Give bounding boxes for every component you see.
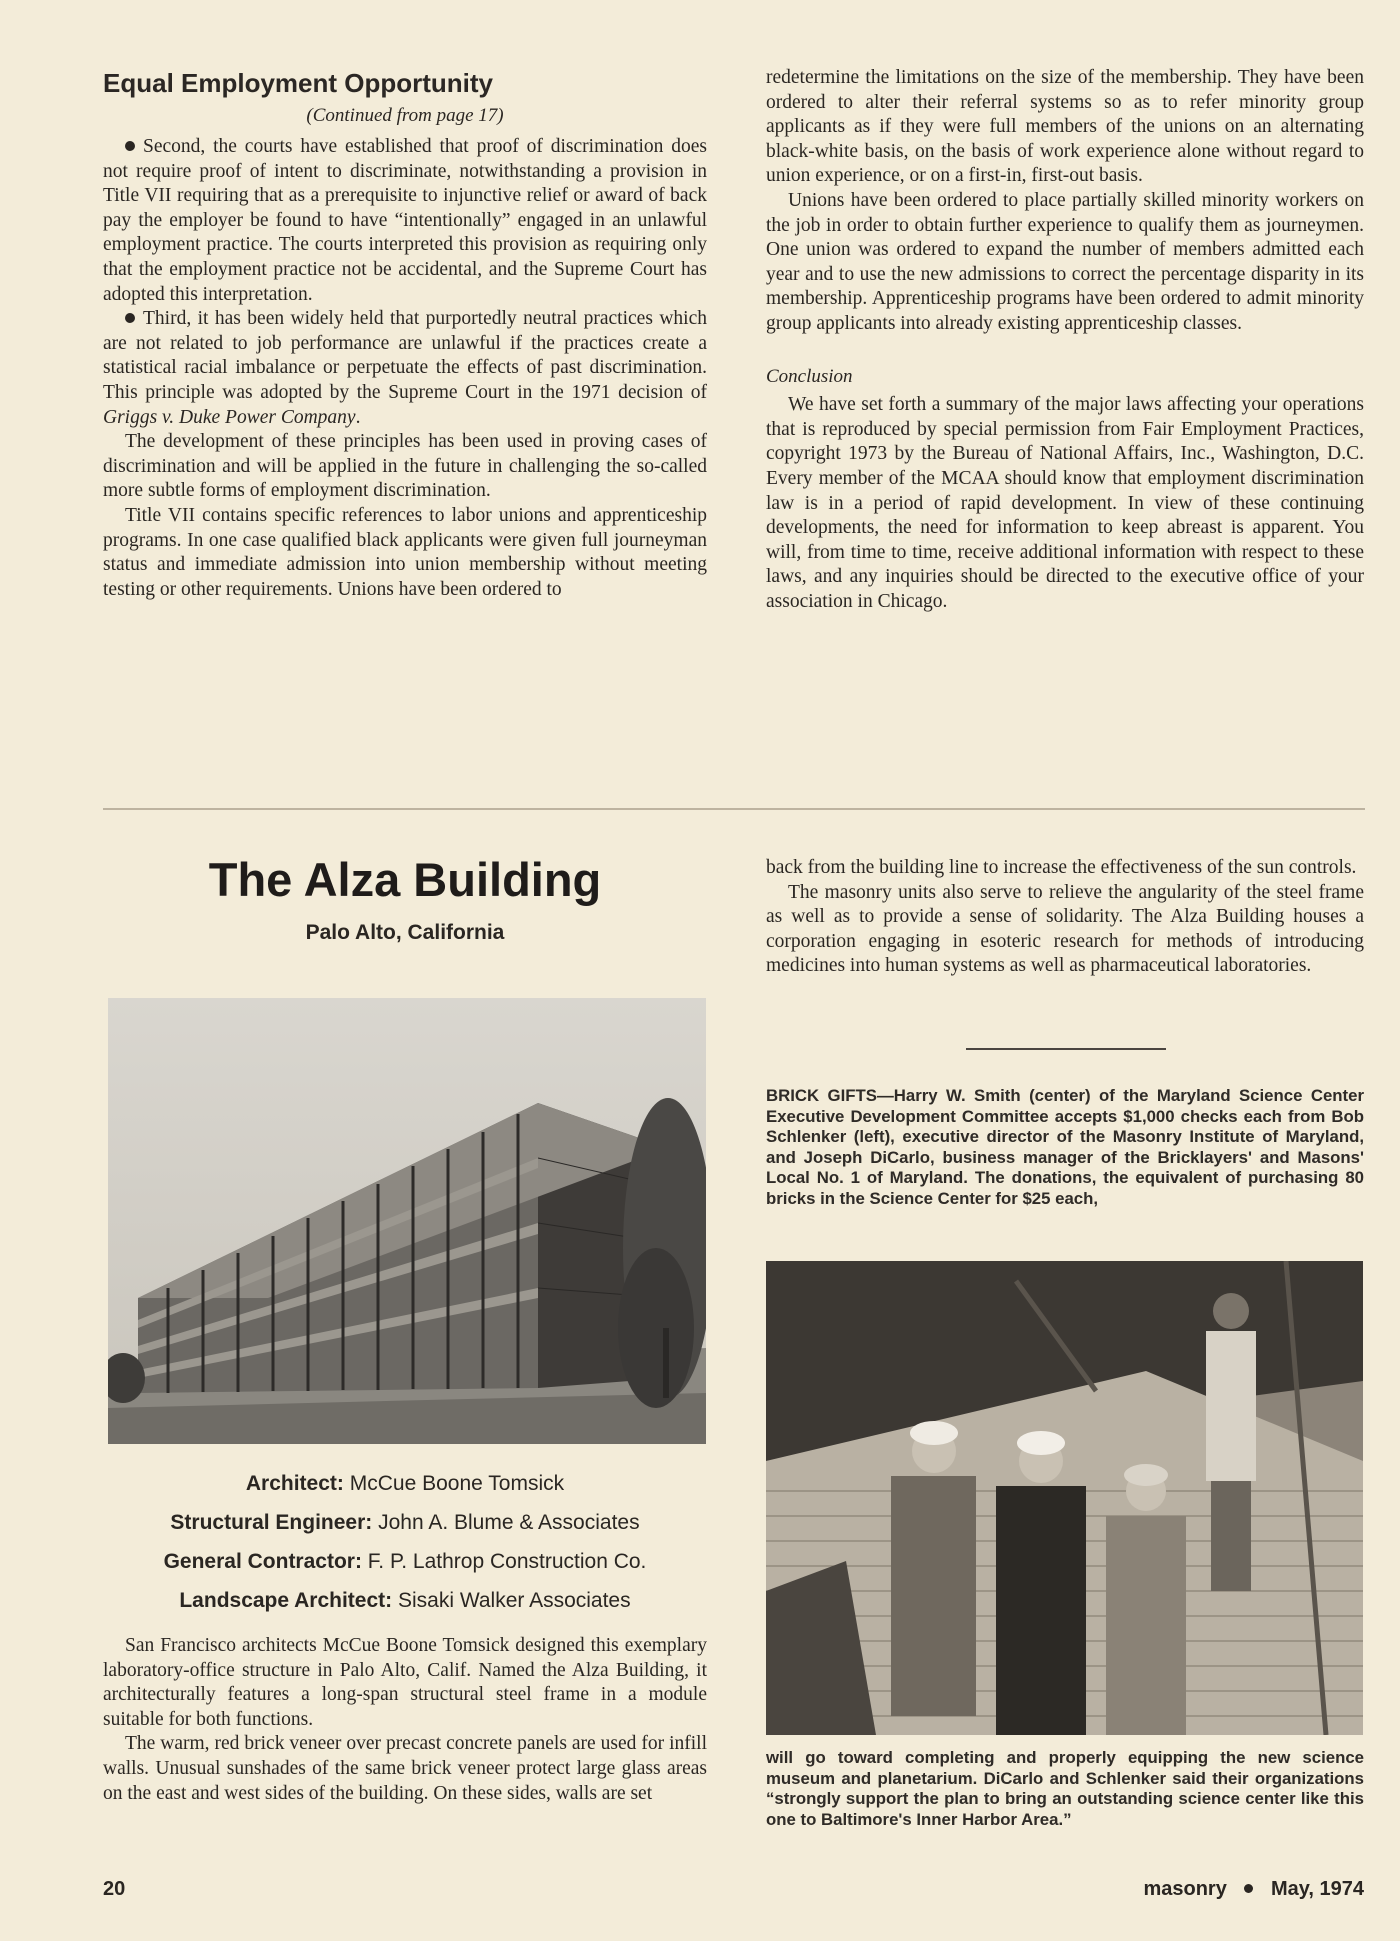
credit-structural-engineer: Structural Engineer: John A. Blume & Associates: [170, 1511, 640, 1534]
eeo-paragraph: Title VII contains specific references to labor unions and apprenticeship programs. In one case qualified black applicants were given full journeyman status and immediate admission into union membership without meeting testing or other requirements. Unions have been ordered to: [103, 504, 707, 600]
credit-general-contractor: General Contractor: F. P. Lathrop Construction Co.: [163, 1550, 647, 1573]
alza-paragraph: The warm, red brick veneer over precast concrete panels are used for infill walls. Unusual sunshades of the same brick veneer protect large glass areas on the east and west sides of the building. On these sides, walls are set: [103, 1733, 707, 1804]
brick-gifts-caption-continued: will go toward completing and properly equipping the new science museum and planetarium. DiCarlo and Schlenker said their organizations “strongly support the plan to bring an outstanding science center like this one to Baltimore's Inner Harbor Area.”: [766, 1748, 1364, 1829]
credits-block: [103, 1464, 707, 1620]
conclusion-paragraph: We have set forth a summary of the major laws affecting your operations that is reproduced by special permission from Fair Employment Practices, copyright 1973 by the Bureau of National Affairs, Inc., Washington, D.C. Every member of the MCAA should know that employment discrimination law is in a period of rapid development. In view of these continuing developments, the need for information to keep abreast is apparent. You will, from time to time, receive additional information with respect to these laws, and any inquiries should be directed to the executive office of your association in Chicago.: [766, 394, 1364, 612]
bullet-icon: [1244, 1884, 1253, 1893]
bullet-icon: [125, 141, 135, 151]
alza-building-photo: [108, 998, 706, 1444]
continued-note: (Continued from page 17): [306, 105, 504, 126]
eeo-paragraph: The development of these principles has been used in proving cases of discrimination and will be applied in the future in challenging the so-called more subtle forms of employment discrimination.: [103, 431, 707, 502]
eeo-paragraph: Third, it has been widely held that purportedly neutral practices which are not related to job performance are unlawful if the practices create a statistical racial imbalance or perpetuate the effects of past discrimination. This principle was adopted by the Supreme Court in the 1971 decision of Griggs v. Duke Power Company.: [103, 308, 707, 428]
magazine-name: masonry: [1143, 1878, 1227, 1900]
brick-gifts-photo: [766, 1261, 1363, 1735]
case-name: Griggs v. Duke Power Company: [103, 406, 356, 428]
brick-gifts-caption: BRICK GIFTS—Harry W. Smith (center) of the Maryland Science Center Executive Development Committee accepts $1,000 checks each from Bob Schlenker (left), executive director of the Masonry Institute of Maryland, and Joseph DiCarlo, business manager of the Bricklayers' and Masons' Local No. 1 of Maryland. The donations, the equivalent of purchasing 80 bricks in the Science Center for $25 each,: [766, 1086, 1365, 1208]
eeo-paragraph: Second, the courts have established that proof of discrimination does not require proof of intent to discriminate, notwithstanding a provision in Title VII requiring that as a prerequisite to injunctive relief or award of back pay the employer be found to have “intentionally” engaged in an unlawful employment practice. The courts interpreted this provision as requiring only that the employment practice not be accidental, and the Supreme Court has adopted this interpretation.: [103, 136, 707, 305]
alza-right-text: [766, 856, 1364, 979]
alza-paragraph: San Francisco architects McCue Boone Tomsick designed this exemplary laboratory-office structure in Palo Alto, Calif. Named the Alza Building, it architecturally features a long-span structural steel frame in a module suitable for both functions.: [103, 1635, 707, 1730]
eeo-right-column: [766, 66, 1364, 614]
credit-landscape-architect: Landscape Architect: Sisaki Walker Associates: [179, 1589, 631, 1612]
alza-paragraph: back from the building line to increase the effectiveness of the sun controls.: [766, 857, 1357, 878]
alza-left-text: [103, 1634, 707, 1806]
eeo-heading: Equal Employment Opportunity: [103, 68, 494, 98]
article-subtitle: Palo Alto, California: [305, 921, 505, 944]
section-divider: [103, 808, 1365, 810]
issue-date: May, 1974: [1270, 1878, 1364, 1900]
article-title: The Alza Building: [208, 853, 602, 906]
caption-lead: BRICK GIFTS: [766, 1086, 877, 1105]
alza-header: [103, 852, 707, 945]
eeo-left-column: [103, 68, 707, 602]
eeo-paragraph: Unions have been ordered to place partially skilled minority workers on the job in order to obtain further experience to qualify them as journeymen. One union was ordered to expand the number of members admitted each year and to use the new admissions to correct the percentage disparity in its membership. Apprenticeship programs have been ordered to admit minority group applicants into already existing apprenticeship classes.: [766, 189, 1364, 334]
alza-paragraph: The masonry units also serve to relieve the angularity of the steel frame as well as to provide a sense of solidarity. The Alza Building houses a corporation engaging in esoteric research for methods of introducing medicines into human systems as well as pharmaceutical laboratories.: [766, 881, 1364, 977]
credit-architect: Architect: McCue Boone Tomsick: [245, 1472, 565, 1495]
conclusion-heading: Conclusion: [766, 365, 853, 387]
eeo-paragraph: redetermine the limitations on the size of the membership. They have been ordered to alter their referral systems so as to refer minority group applicants as if they were full members of the unions on an alternating black-white basis, on the basis of work experience alone without regard to union experience, or on a first-in, first-out basis.: [766, 67, 1364, 187]
bullet-icon: [125, 313, 135, 323]
short-divider: [966, 1048, 1166, 1050]
page-number: 20: [103, 1878, 126, 1900]
footer-magazine: [1102, 1878, 1364, 1901]
